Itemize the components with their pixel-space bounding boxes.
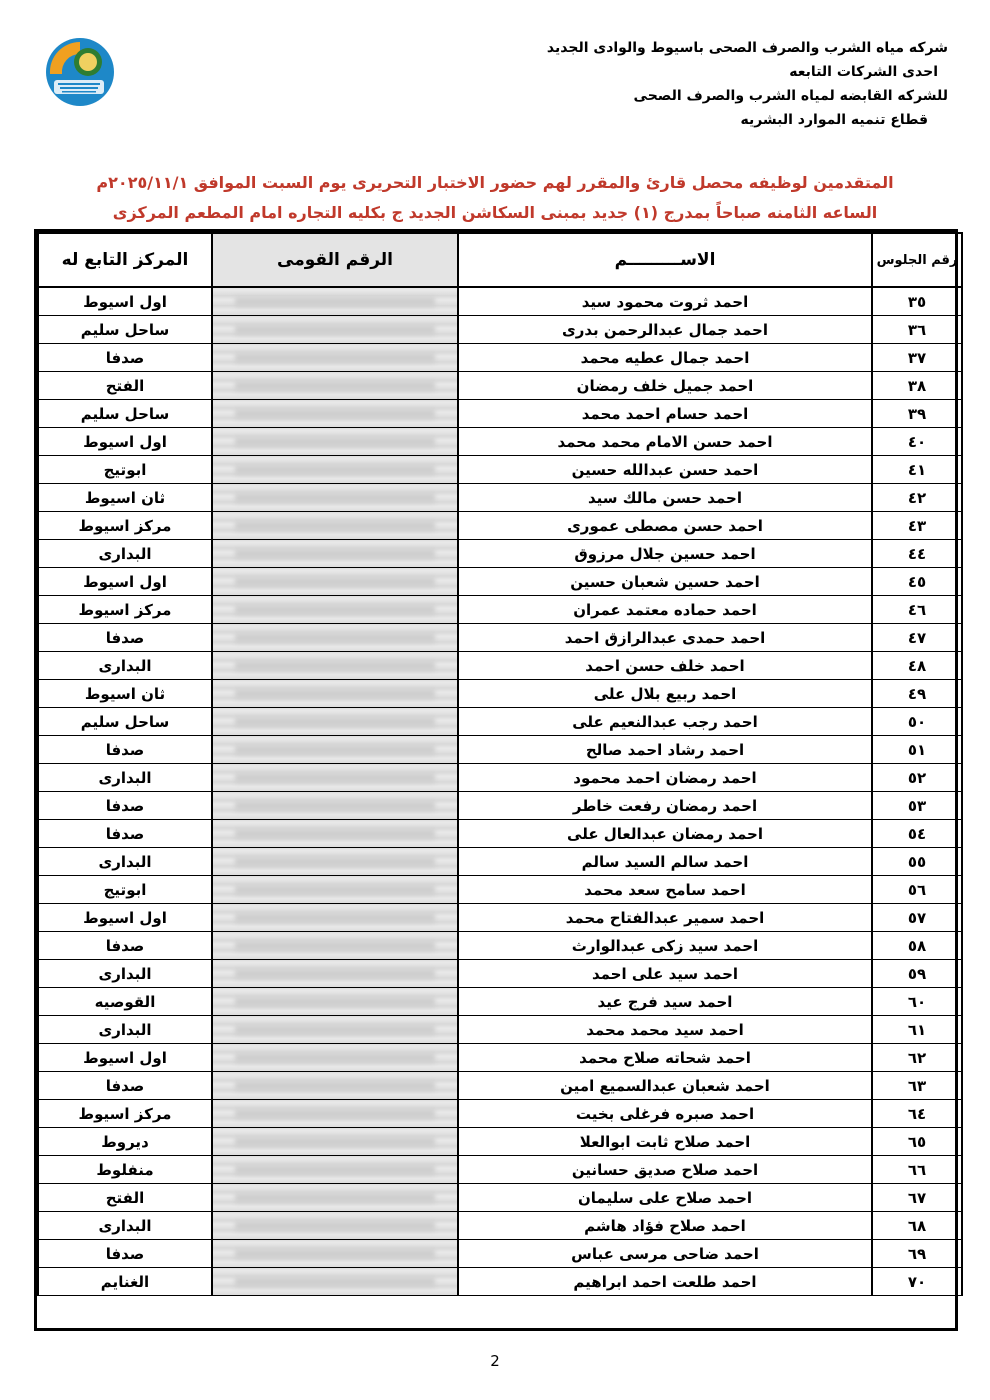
candidate-name-cell: احمد ضاحى مرسى عباس <box>458 1240 872 1268</box>
seat-number-cell: ٤٣ <box>872 512 962 540</box>
table-row <box>38 287 962 316</box>
center-cell: ثان اسيوط <box>38 680 212 708</box>
center-cell: صدفا <box>38 1072 212 1100</box>
seat-number-cell: ٥٦ <box>872 876 962 904</box>
national-id-cell-redacted <box>212 512 458 540</box>
national-id-cell-redacted <box>212 1016 458 1044</box>
seat-number-cell: ٥٢ <box>872 764 962 792</box>
candidate-name-cell: احمد شعبان عبدالسميع امين <box>458 1072 872 1100</box>
redaction-blur <box>235 605 435 615</box>
national-id-cell-redacted <box>212 568 458 596</box>
national-id-cell-redacted <box>212 960 458 988</box>
center-cell: البدارى <box>38 1016 212 1044</box>
table-row <box>38 484 962 512</box>
national-id-cell-redacted <box>212 932 458 960</box>
table-row <box>38 932 962 960</box>
seat-number-cell: ٤٥ <box>872 568 962 596</box>
table-row <box>38 1268 962 1296</box>
candidate-name-cell: احمد حسن مالك سيد <box>458 484 872 512</box>
redaction-blur <box>235 1221 435 1231</box>
national-id-cell-redacted <box>212 876 458 904</box>
candidate-name-cell: احمد حسين جلال مرزوق <box>458 540 872 568</box>
candidate-name-cell: احمد جمال عبدالرحمن بدرى <box>458 316 872 344</box>
national-id-cell-redacted <box>212 1184 458 1212</box>
table-row <box>38 568 962 596</box>
table-row <box>38 848 962 876</box>
seat-number-cell: ٤١ <box>872 456 962 484</box>
table-row <box>38 596 962 624</box>
national-id-cell-redacted <box>212 764 458 792</box>
seat-number-cell: ٦٧ <box>872 1184 962 1212</box>
national-id-cell-redacted <box>212 820 458 848</box>
center-cell: الفتح <box>38 372 212 400</box>
center-cell: البدارى <box>38 960 212 988</box>
center-cell: منفلوط <box>38 1156 212 1184</box>
redaction-blur <box>235 717 435 727</box>
national-id-cell-redacted <box>212 1072 458 1100</box>
seat-number-cell: ٤٦ <box>872 596 962 624</box>
redaction-blur <box>235 857 435 867</box>
redaction-blur <box>235 885 435 895</box>
table-row <box>38 1128 962 1156</box>
redaction-blur <box>235 661 435 671</box>
table-row <box>38 400 962 428</box>
seat-number-cell: ٧٠ <box>872 1268 962 1296</box>
candidate-name-cell: احمد رمضان رفعت خاطر <box>458 792 872 820</box>
center-cell: صدفا <box>38 344 212 372</box>
candidate-name-cell: احمد صلاح فؤاد هاشم <box>458 1212 872 1240</box>
header-line-4: قطاع تنميه الموارد البشريه <box>740 112 928 128</box>
seat-number-cell: ٥٨ <box>872 932 962 960</box>
candidate-name-cell: احمد سامح سعد محمد <box>458 876 872 904</box>
seat-number-cell: ٤٠ <box>872 428 962 456</box>
national-id-cell-redacted <box>212 652 458 680</box>
national-id-cell-redacted <box>212 848 458 876</box>
center-cell: الفتح <box>38 1184 212 1212</box>
table-row <box>38 428 962 456</box>
table-row <box>38 372 962 400</box>
center-cell: البدارى <box>38 764 212 792</box>
redaction-blur <box>235 801 435 811</box>
redaction-blur <box>235 633 435 643</box>
center-cell: مركز اسيوط <box>38 1100 212 1128</box>
redaction-blur <box>235 1193 435 1203</box>
seat-number-cell: ٥٤ <box>872 820 962 848</box>
seat-number-cell: ٥١ <box>872 736 962 764</box>
company-logo <box>40 34 118 108</box>
table-row <box>38 820 962 848</box>
table-row <box>38 624 962 652</box>
candidate-name-cell: احمد سيد على احمد <box>458 960 872 988</box>
national-id-cell-redacted <box>212 1268 458 1296</box>
seat-number-cell: ٣٧ <box>872 344 962 372</box>
seat-number-cell: ٥٣ <box>872 792 962 820</box>
center-cell: اول اسيوط <box>38 287 212 316</box>
candidate-name-cell: احمد سالم السيد سالم <box>458 848 872 876</box>
seat-number-cell: ٦٩ <box>872 1240 962 1268</box>
national-id-cell-redacted <box>212 904 458 932</box>
candidate-name-cell: احمد حسن مصطى عمورى <box>458 512 872 540</box>
center-cell: ابوتيج <box>38 876 212 904</box>
table-row <box>38 1016 962 1044</box>
center-cell: صدفا <box>38 932 212 960</box>
center-cell: القوصيه <box>38 988 212 1016</box>
national-id-cell-redacted <box>212 287 458 316</box>
redaction-blur <box>235 1053 435 1063</box>
candidate-name-cell: احمد حسن عبدالله حسين <box>458 456 872 484</box>
candidate-name-cell: احمد جمال عطيه محمد <box>458 344 872 372</box>
seat-number-cell: ٤٨ <box>872 652 962 680</box>
candidate-name-cell: احمد ثروت محمود سيد <box>458 287 872 316</box>
redaction-blur <box>235 829 435 839</box>
national-id-cell-redacted <box>212 372 458 400</box>
table-row <box>38 708 962 736</box>
table-row <box>38 764 962 792</box>
redaction-blur <box>235 997 435 1007</box>
center-cell: صدفا <box>38 792 212 820</box>
title-line-2: الساعه الثامنه صباحاً بمدرج (١) جديد بمبنى السكاشن الجديد ج بكليه التجاره امام المطعم المركزى <box>112 203 878 222</box>
header-center: المركز التابع له <box>38 233 212 287</box>
table-row <box>38 540 962 568</box>
center-cell: البدارى <box>38 848 212 876</box>
redaction-blur <box>235 1081 435 1091</box>
table-row <box>38 344 962 372</box>
seat-number-cell: ٣٦ <box>872 316 962 344</box>
redaction-blur <box>235 521 435 531</box>
seat-number-cell: ٤٤ <box>872 540 962 568</box>
center-cell: ساحل سليم <box>38 316 212 344</box>
table-row <box>38 456 962 484</box>
candidates-table-frame <box>34 229 958 1331</box>
seat-number-cell: ٦٢ <box>872 1044 962 1072</box>
center-cell: مركز اسيوط <box>38 512 212 540</box>
header-line-2: احدى الشركات التابعه <box>789 64 938 80</box>
redaction-blur <box>235 913 435 923</box>
redaction-blur <box>235 773 435 783</box>
center-cell: صدفا <box>38 736 212 764</box>
redaction-blur <box>235 353 435 363</box>
water-drop-logo-icon <box>40 34 118 108</box>
center-cell: ساحل سليم <box>38 400 212 428</box>
page-number: 2 <box>490 1352 500 1370</box>
candidate-name-cell: احمد سيد زكى عبدالوارث <box>458 932 872 960</box>
national-id-cell-redacted <box>212 1044 458 1072</box>
table-row <box>38 316 962 344</box>
national-id-cell-redacted <box>212 1212 458 1240</box>
header-line-1: شركه مياه الشرب والصرف الصحى باسيوط والوادى الجديد <box>546 40 948 56</box>
redaction-blur <box>235 969 435 979</box>
candidate-name-cell: احمد حسن الامام محمد محمد <box>458 428 872 456</box>
national-id-cell-redacted <box>212 484 458 512</box>
center-cell: البدارى <box>38 1212 212 1240</box>
candidates-table <box>37 232 963 1296</box>
redaction-blur <box>235 1249 435 1259</box>
candidate-name-cell: احمد سيد فرج عيد <box>458 988 872 1016</box>
center-cell: صدفا <box>38 820 212 848</box>
candidate-name-cell: احمد حسام احمد محمد <box>458 400 872 428</box>
seat-number-cell: ٥٩ <box>872 960 962 988</box>
seat-number-cell: ٦٣ <box>872 1072 962 1100</box>
redaction-blur <box>235 1137 435 1147</box>
candidate-name-cell: احمد صلاح ثابت ابوالعلا <box>458 1128 872 1156</box>
center-cell: البدارى <box>38 540 212 568</box>
header-seat-number: رقم الجلوس <box>872 233 962 287</box>
national-id-cell-redacted <box>212 1128 458 1156</box>
company-header <box>428 36 948 132</box>
redaction-blur <box>235 941 435 951</box>
seat-number-cell: ٥٥ <box>872 848 962 876</box>
candidate-name-cell: احمد رجب عبدالنعيم على <box>458 708 872 736</box>
seat-number-cell: ٦٨ <box>872 1212 962 1240</box>
table-row <box>38 1184 962 1212</box>
table-row <box>38 1212 962 1240</box>
redaction-blur <box>235 381 435 391</box>
table-row <box>38 1072 962 1100</box>
header-name: الاســـــــــم <box>458 233 872 287</box>
redaction-blur <box>235 1109 435 1119</box>
national-id-cell-redacted <box>212 792 458 820</box>
candidate-name-cell: احمد رشاد احمد صالح <box>458 736 872 764</box>
center-cell: ثان اسيوط <box>38 484 212 512</box>
seat-number-cell: ٦٠ <box>872 988 962 1016</box>
table-row <box>38 1100 962 1128</box>
candidate-name-cell: احمد رمضان عبدالعال على <box>458 820 872 848</box>
candidate-name-cell: احمد ربيع بلال على <box>458 680 872 708</box>
redaction-blur <box>235 493 435 503</box>
document-title <box>60 168 930 228</box>
national-id-cell-redacted <box>212 680 458 708</box>
national-id-cell-redacted <box>212 540 458 568</box>
table-row <box>38 736 962 764</box>
header-national-id: الرقم القومى <box>212 233 458 287</box>
header-line-3: للشركه القابضه لمياه الشرب والصرف الصحى <box>633 88 948 104</box>
center-cell: اول اسيوط <box>38 1044 212 1072</box>
seat-number-cell: ٣٩ <box>872 400 962 428</box>
table-row <box>38 1240 962 1268</box>
national-id-cell-redacted <box>212 736 458 764</box>
candidate-name-cell: احمد رمضان احمد محمود <box>458 764 872 792</box>
candidate-name-cell: احمد حسين شعبان حسين <box>458 568 872 596</box>
redaction-blur <box>235 745 435 755</box>
table-row <box>38 988 962 1016</box>
candidate-name-cell: احمد خلف حسن احمد <box>458 652 872 680</box>
seat-number-cell: ٦٥ <box>872 1128 962 1156</box>
redaction-blur <box>235 549 435 559</box>
candidate-name-cell: احمد صبره فرغلى بخيت <box>458 1100 872 1128</box>
seat-number-cell: ٣٥ <box>872 287 962 316</box>
national-id-cell-redacted <box>212 400 458 428</box>
table-header-row <box>38 233 962 287</box>
table-body <box>38 287 962 1296</box>
center-cell: مركز اسيوط <box>38 596 212 624</box>
candidate-name-cell: احمد طلعت احمد ابراهيم <box>458 1268 872 1296</box>
seat-number-cell: ٦١ <box>872 1016 962 1044</box>
candidate-name-cell: احمد حماده معتمد عمران <box>458 596 872 624</box>
candidate-name-cell: احمد جميل خلف رمضان <box>458 372 872 400</box>
seat-number-cell: ٥٠ <box>872 708 962 736</box>
redaction-blur <box>235 1165 435 1175</box>
national-id-cell-redacted <box>212 316 458 344</box>
national-id-cell-redacted <box>212 1240 458 1268</box>
national-id-cell-redacted <box>212 428 458 456</box>
seat-number-cell: ٥٧ <box>872 904 962 932</box>
candidate-name-cell: احمد صلاح على سليمان <box>458 1184 872 1212</box>
center-cell: ساحل سليم <box>38 708 212 736</box>
redaction-blur <box>235 1025 435 1035</box>
redaction-blur <box>235 297 435 307</box>
seat-number-cell: ٦٤ <box>872 1100 962 1128</box>
center-cell: صدفا <box>38 624 212 652</box>
seat-number-cell: ٤٩ <box>872 680 962 708</box>
seat-number-cell: ٣٨ <box>872 372 962 400</box>
table-row <box>38 1044 962 1072</box>
table-row <box>38 512 962 540</box>
seat-number-cell: ٤٢ <box>872 484 962 512</box>
national-id-cell-redacted <box>212 624 458 652</box>
table-row <box>38 904 962 932</box>
national-id-cell-redacted <box>212 1156 458 1184</box>
redaction-blur <box>235 409 435 419</box>
center-cell: اول اسيوط <box>38 904 212 932</box>
title-line-1: المتقدمين لوظيفه محصل قارئ والمقرر لهم حضور الاختبار التحريرى يوم السبت الموافق ٢٠٢٥/١١/١م <box>96 173 894 192</box>
candidate-name-cell: احمد سيد محمد محمد <box>458 1016 872 1044</box>
table-row <box>38 876 962 904</box>
center-cell: صدفا <box>38 1240 212 1268</box>
center-cell: اول اسيوط <box>38 568 212 596</box>
seat-number-cell: ٤٧ <box>872 624 962 652</box>
center-cell: ابوتيج <box>38 456 212 484</box>
national-id-cell-redacted <box>212 708 458 736</box>
candidate-name-cell: احمد شحاته صلاح محمد <box>458 1044 872 1072</box>
seat-number-cell: ٦٦ <box>872 1156 962 1184</box>
table-row <box>38 680 962 708</box>
redaction-blur <box>235 577 435 587</box>
table-row <box>38 960 962 988</box>
center-cell: الغنايم <box>38 1268 212 1296</box>
redaction-blur <box>235 1277 435 1287</box>
table-row <box>38 1156 962 1184</box>
table-row <box>38 652 962 680</box>
national-id-cell-redacted <box>212 344 458 372</box>
national-id-cell-redacted <box>212 456 458 484</box>
center-cell: ديروط <box>38 1128 212 1156</box>
candidate-name-cell: احمد حمدى عبدالرازق احمد <box>458 624 872 652</box>
redaction-blur <box>235 437 435 447</box>
redaction-blur <box>235 325 435 335</box>
center-cell: البدارى <box>38 652 212 680</box>
national-id-cell-redacted <box>212 1100 458 1128</box>
national-id-cell-redacted <box>212 988 458 1016</box>
table-row <box>38 792 962 820</box>
candidate-name-cell: احمد سمير عبدالفتاح محمد <box>458 904 872 932</box>
center-cell: اول اسيوط <box>38 428 212 456</box>
redaction-blur <box>235 465 435 475</box>
redaction-blur <box>235 689 435 699</box>
national-id-cell-redacted <box>212 596 458 624</box>
candidate-name-cell: احمد صلاح صديق حسانين <box>458 1156 872 1184</box>
